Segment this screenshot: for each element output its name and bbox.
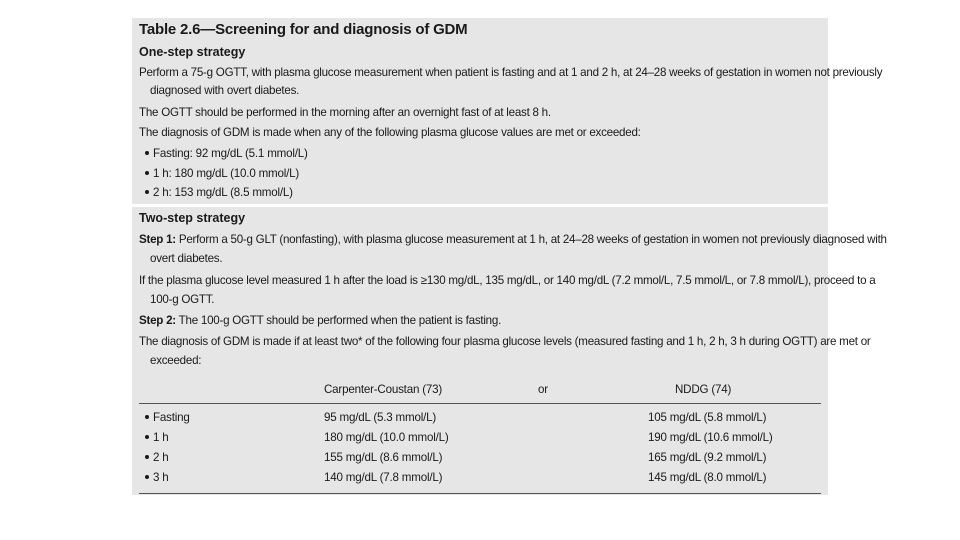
one-step-line-1: Perform a 75-g OGTT, with plasma glucose measurement when patient is fasting and at 1 and 2 h, at 24–28 weeks of gestation in women not previously — [139, 66, 883, 79]
one-step-bullet-1h — [145, 167, 299, 180]
row-label-text: Fasting — [153, 411, 190, 424]
table-row — [132, 411, 828, 431]
row-nddg-value: 190 mg/dL (10.6 mmol/L) — [648, 431, 773, 444]
one-step-line-1-cont: diagnosed with overt diabetes. — [150, 84, 300, 97]
one-step-heading: One-step strategy — [139, 45, 246, 59]
row-cc-value: 140 mg/dL (7.8 mmol/L) — [324, 471, 443, 484]
step2-label: Step 2: — [139, 314, 176, 327]
bullet-text: 2 h: 153 mg/dL (8.5 mmol/L) — [153, 186, 293, 199]
row-label — [145, 411, 190, 424]
column-header-nddg: NDDG (74) — [675, 383, 732, 396]
row-cc-value: 155 mg/dL (8.6 mmol/L) — [324, 451, 443, 464]
bullet-dot — [145, 475, 149, 479]
row-label-text: 2 h — [153, 451, 169, 464]
row-label — [145, 431, 169, 444]
bullet-text: Fasting: 92 mg/dL (5.1 mmol/L) — [153, 147, 308, 160]
table-bottom-rule — [139, 493, 821, 494]
one-step-line-3: The diagnosis of GDM is made when any of the following plasma glucose values are met or exceeded: — [139, 126, 641, 139]
table-row — [132, 431, 828, 451]
row-cc-value: 95 mg/dL (5.3 mmol/L) — [324, 411, 436, 424]
row-label — [145, 471, 169, 484]
row-nddg-value: 105 mg/dL (5.8 mmol/L) — [648, 411, 767, 424]
one-step-bullet-2h — [145, 186, 293, 199]
bullet-dot — [145, 151, 149, 155]
bullet-text: 1 h: 180 mg/dL (10.0 mmol/L) — [153, 167, 300, 180]
bullet-dot — [145, 171, 149, 175]
bullet-dot — [145, 190, 149, 194]
row-nddg-value: 145 mg/dL (8.0 mmol/L) — [648, 471, 767, 484]
diagnosis-line-cont: exceeded: — [150, 354, 202, 367]
step2-line — [139, 314, 501, 327]
bullet-dot — [145, 455, 149, 459]
threshold-line-cont: 100-g OGTT. — [150, 293, 215, 306]
step1-text: Perform a 50-g GLT (nonfasting), with plasma glucose measurement at 1 h, at 24–28 weeks of gestation in women not previously diagnosed with — [175, 233, 887, 246]
step1-line — [139, 233, 887, 246]
row-label-text: 3 h — [153, 471, 169, 484]
row-cc-value: 180 mg/dL (10.0 mmol/L) — [324, 431, 449, 444]
diagnosis-line: The diagnosis of GDM is made if at least two* of the following four plasma glucose levels (measured fasting and 1 h, 2 h, 3 h during OGTT) are met or — [139, 335, 871, 348]
step2-text: The 100-g OGTT should be performed when the patient is fasting. — [175, 314, 502, 327]
row-nddg-value: 165 mg/dL (9.2 mmol/L) — [648, 451, 767, 464]
column-header-carpenter-coustan: Carpenter-Coustan (73) — [324, 383, 443, 396]
table-title: Table 2.6—Screening for and diagnosis of GDM — [139, 21, 468, 38]
two-step-heading: Two-step strategy — [139, 211, 246, 225]
table-row — [132, 451, 828, 471]
step1-label: Step 1: — [139, 233, 176, 246]
table-header-rule — [139, 403, 821, 404]
row-label — [145, 451, 169, 464]
one-step-bullet-fasting — [145, 147, 308, 160]
step1-line-cont: overt diabetes. — [150, 252, 223, 265]
row-label-text: 1 h — [153, 431, 169, 444]
threshold-line: If the plasma glucose level measured 1 h after the load is ≥130 mg/dL, 135 mg/dL, or 140 mg/dL (7.2 mmol/L, 7.5 mmol/L, or 7.8 mmol/L), proceed to a — [139, 274, 876, 287]
bullet-dot — [145, 415, 149, 419]
two-step-panel — [132, 207, 887, 495]
table-row — [132, 471, 828, 491]
one-step-panel — [132, 18, 883, 204]
column-header-or: or — [538, 383, 548, 396]
bullet-dot — [145, 435, 149, 439]
one-step-line-2: The OGTT should be performed in the morning after an overnight fast of at least 8 h. — [139, 106, 551, 119]
